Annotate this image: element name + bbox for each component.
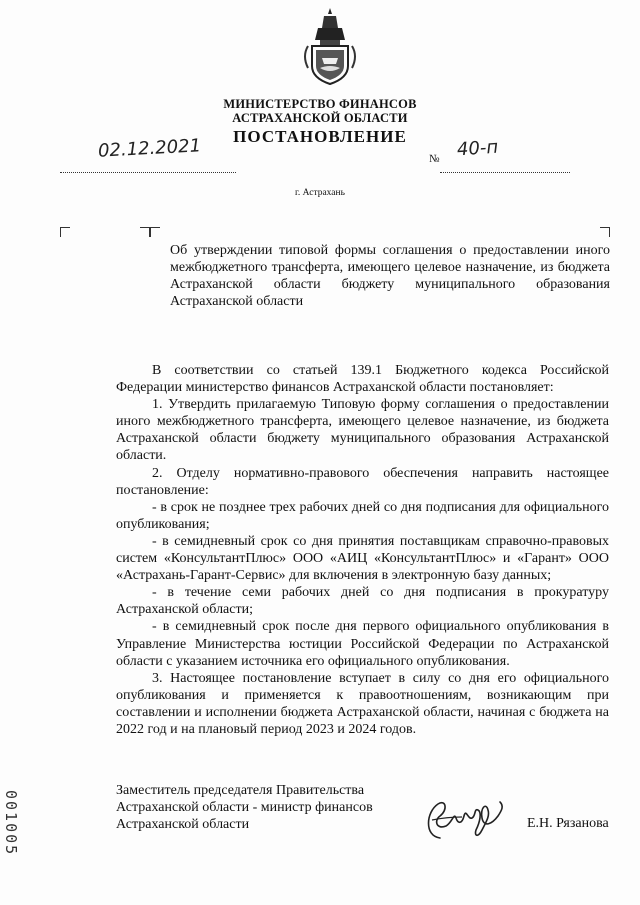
signatory-title-line2: Астраханской области - министр финансов [116,800,373,815]
signatory-title-line1: Заместитель председателя Правительства [116,783,365,798]
page-stamp-number: 001005 [2,790,20,857]
corner-mark [600,227,610,237]
document-subject: Об утверждении типовой формы соглашения о предоставлении иного межбюджетного трансферта, имеющего целевое назначение, из бюджета Астраханской области бюджету муниципального образования Астраханской области [170,243,610,309]
corner-mark [60,227,70,237]
ministry-name-line1: МИНИСТЕРСТВО ФИНАНСОВ [223,97,417,111]
ministry-name-line2: АСТРАХАНСКОЙ ОБЛАСТИ [232,111,408,125]
signatory-title-line3: Астраханской области [116,817,250,832]
corner-mark [150,227,160,237]
document-date: 02.12.2021 [97,135,202,162]
body-paragraph: В соответствии со статьей 139.1 Бюджетного кодекса Российской Федерации министерство финансов Астраханской области постановляет: [116,363,609,396]
body-paragraph: 2. Отделу нормативно-правового обеспечения направить настоящее постановление: [116,465,609,498]
body-paragraph: 1. Утвердить прилагаемую Типовую форму соглашения о предоставлении иного межбюджетного трансферта, имеющего целевое назначение, из бюджета Астраханской области бюджету муниципального образования Астраханской области. [116,397,609,464]
city-name: г. Астрахань [295,188,345,198]
body-paragraph: - в срок не позднее трех рабочих дней со дня подписания для официального опубликования; [116,499,609,532]
signatory-name: Е.Н. Рязанова [527,816,609,831]
document-body [116,362,609,738]
handwritten-signature [418,790,514,848]
body-paragraph: - в семидневный срок после дня первого официального опубликования в Управление Министерства юстиции Российской Федерации по Астраханской области с указанием источника его официального опубликования. [116,619,609,669]
coat-of-arms-icon [298,6,362,86]
signatory-title [116,782,373,833]
number-label: № [429,153,440,165]
body-paragraph: - в течение семи рабочих дней со дня подписания в прокуратуру Астраханской области; [116,585,609,618]
corner-mark [140,227,150,237]
document-type-title: ПОСТАНОВЛЕНИЕ [233,127,407,146]
body-paragraph: - в семидневный срок со дня принятия поставщикам справочно-правовых систем «КонсультантПлюс» ООО «АИЦ «КонсультантПлюс» и «Гарант» ООО «Астрахань-Гарант-Сервис» для включения в электронную базу данных; [116,533,609,584]
document-number: 40-п [456,136,499,161]
body-paragraph: 3. Настоящее постановление вступает в силу со дня его официального опубликования и применяется к правоотношениям, возникающим при составлении и исполнении бюджета Астраханской области, начиная с бюджета на 2022 год и на плановый период 2023 и 2024 годов. [116,670,609,737]
